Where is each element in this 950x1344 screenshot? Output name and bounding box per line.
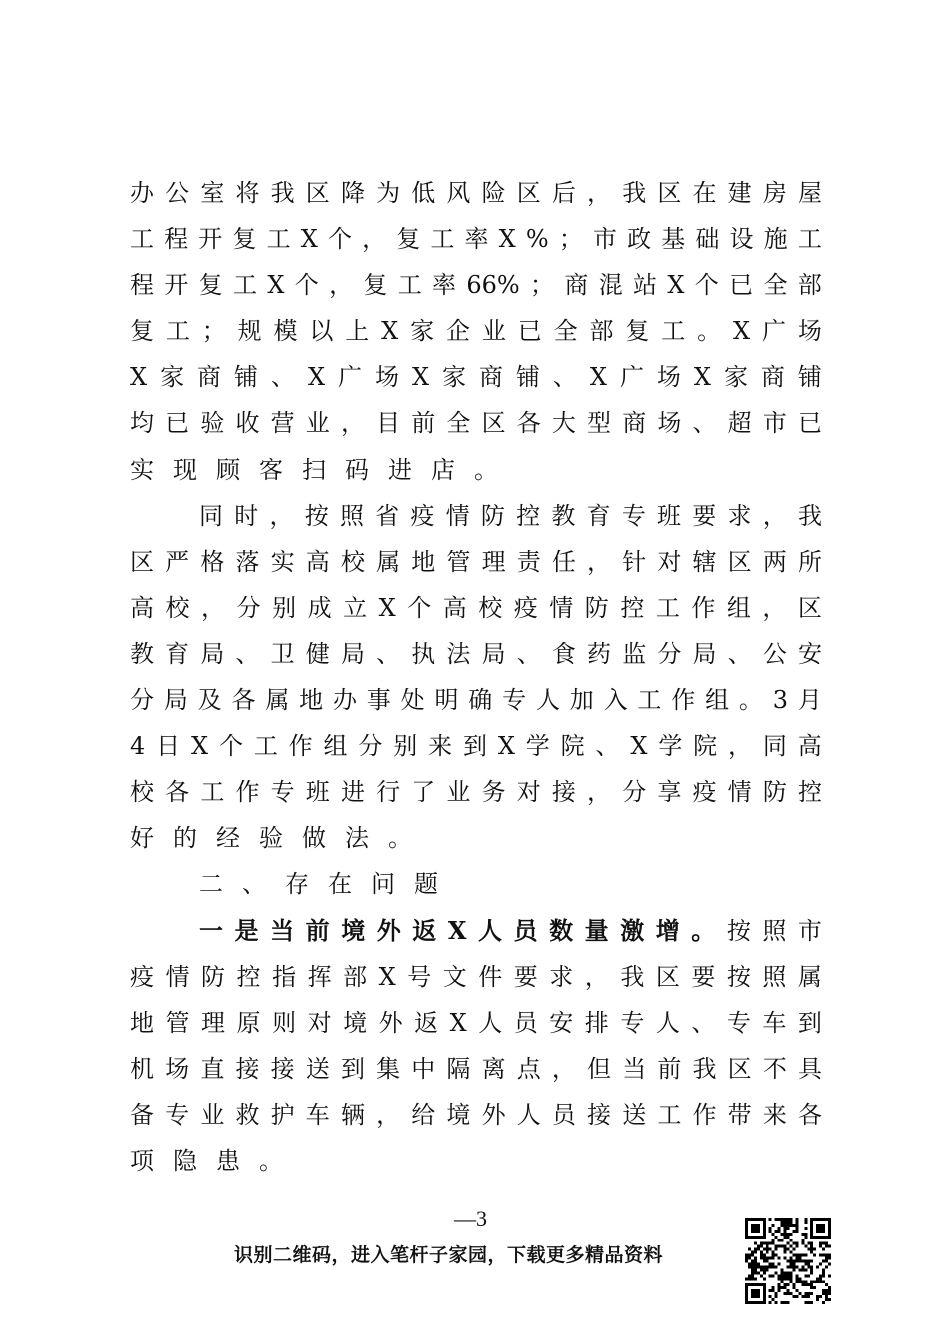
qr-code-icon bbox=[745, 1218, 831, 1304]
text-line: 备 专 业 救 护 车 辆 ， 给 境 外 人 员 接 送 工 作 带 来 各 bbox=[130, 1100, 822, 1129]
text-line: 好 的 经 验 做 法 。 bbox=[130, 824, 412, 853]
text-line: 复 工 ； 规 模 以 上 X 家 企 业 已 全 部 复 工 。 X 广 场 bbox=[130, 317, 822, 346]
text-line: 程 开 复 工 X 个 ， 复 工 率 66% ； 商 混 站 X 个 已 全 部 bbox=[130, 271, 822, 300]
text-line: 一 是 当 前 境 外 返 X 人 员 数 量 激 增 。 按 照 市 bbox=[199, 915, 822, 945]
text-line: 区 严 格 落 实 高 校 属 地 管 理 责 任 ， 针 对 辖 区 两 所 bbox=[130, 547, 822, 576]
text-line: 教 育 局 、 卫 健 局 、 执 法 局 、 食 药 监 分 局 、 公 安 bbox=[130, 639, 822, 668]
text-line: 办 公 室 将 我 区 降 为 低 风 险 区 后 ， 我 区 在 建 房 屋 bbox=[130, 179, 822, 207]
text-line: 高 校 ， 分 别 成 立 X 个 高 校 疫 情 防 控 工 作 组 ， 区 bbox=[130, 593, 822, 622]
text-line: 4 日 X 个 工 作 组 分 别 来 到 X 学 院 、 X 学 院 ， 同 高 bbox=[130, 732, 822, 761]
text-line: 校 各 工 作 专 班 进 行 了 业 务 对 接 ， 分 享 疫 情 防 控 bbox=[130, 778, 822, 807]
body-text bbox=[130, 170, 822, 1184]
text-line: 疫 情 防 控 指 挥 部 X 号 文 件 要 求 ， 我 区 要 按 照 属 bbox=[130, 962, 822, 991]
text-line: 地 管 理 原 则 对 境 外 返 X 人 员 安 排 专 人 、 专 车 到 bbox=[130, 1008, 822, 1037]
text-line: 分 局 及 各 属 地 办 事 处 明 确 专 人 加 入 工 作 组 。 3 月 bbox=[130, 686, 822, 715]
text-line: 实 现 顾 客 扫 码 进 店 。 bbox=[130, 455, 498, 484]
text-line: 二 、 存 在 问 题 bbox=[199, 870, 438, 899]
text-line: 机 场 直 接 接 送 到 集 中 隔 离 点 ， 但 当 前 我 区 不 具 bbox=[130, 1054, 822, 1083]
text-line: 同 时 ， 按 照 省 疫 情 防 控 教 育 专 班 要 求 ， 我 bbox=[199, 501, 822, 530]
text-line: 均 已 验 收 营 业 ， 目 前 全 区 各 大 型 商 场 、 超 市 已 bbox=[130, 409, 822, 438]
text-line: 项 隐 患 。 bbox=[130, 1146, 283, 1175]
page-number: —3 bbox=[454, 1206, 487, 1231]
footer-promo-text: 识别二维码，进入笔杆子家园，下载更多精品资料 bbox=[234, 1244, 664, 1266]
text-line: X 家 商 铺 、 X 广 场 X 家 商 铺 、 X 广 场 X 家 商 铺 bbox=[130, 363, 822, 392]
text-line: 工 程 开 复 工 X 个 ， 复 工 率 X % ； 市 政 基 础 设 施 工 bbox=[130, 225, 822, 254]
